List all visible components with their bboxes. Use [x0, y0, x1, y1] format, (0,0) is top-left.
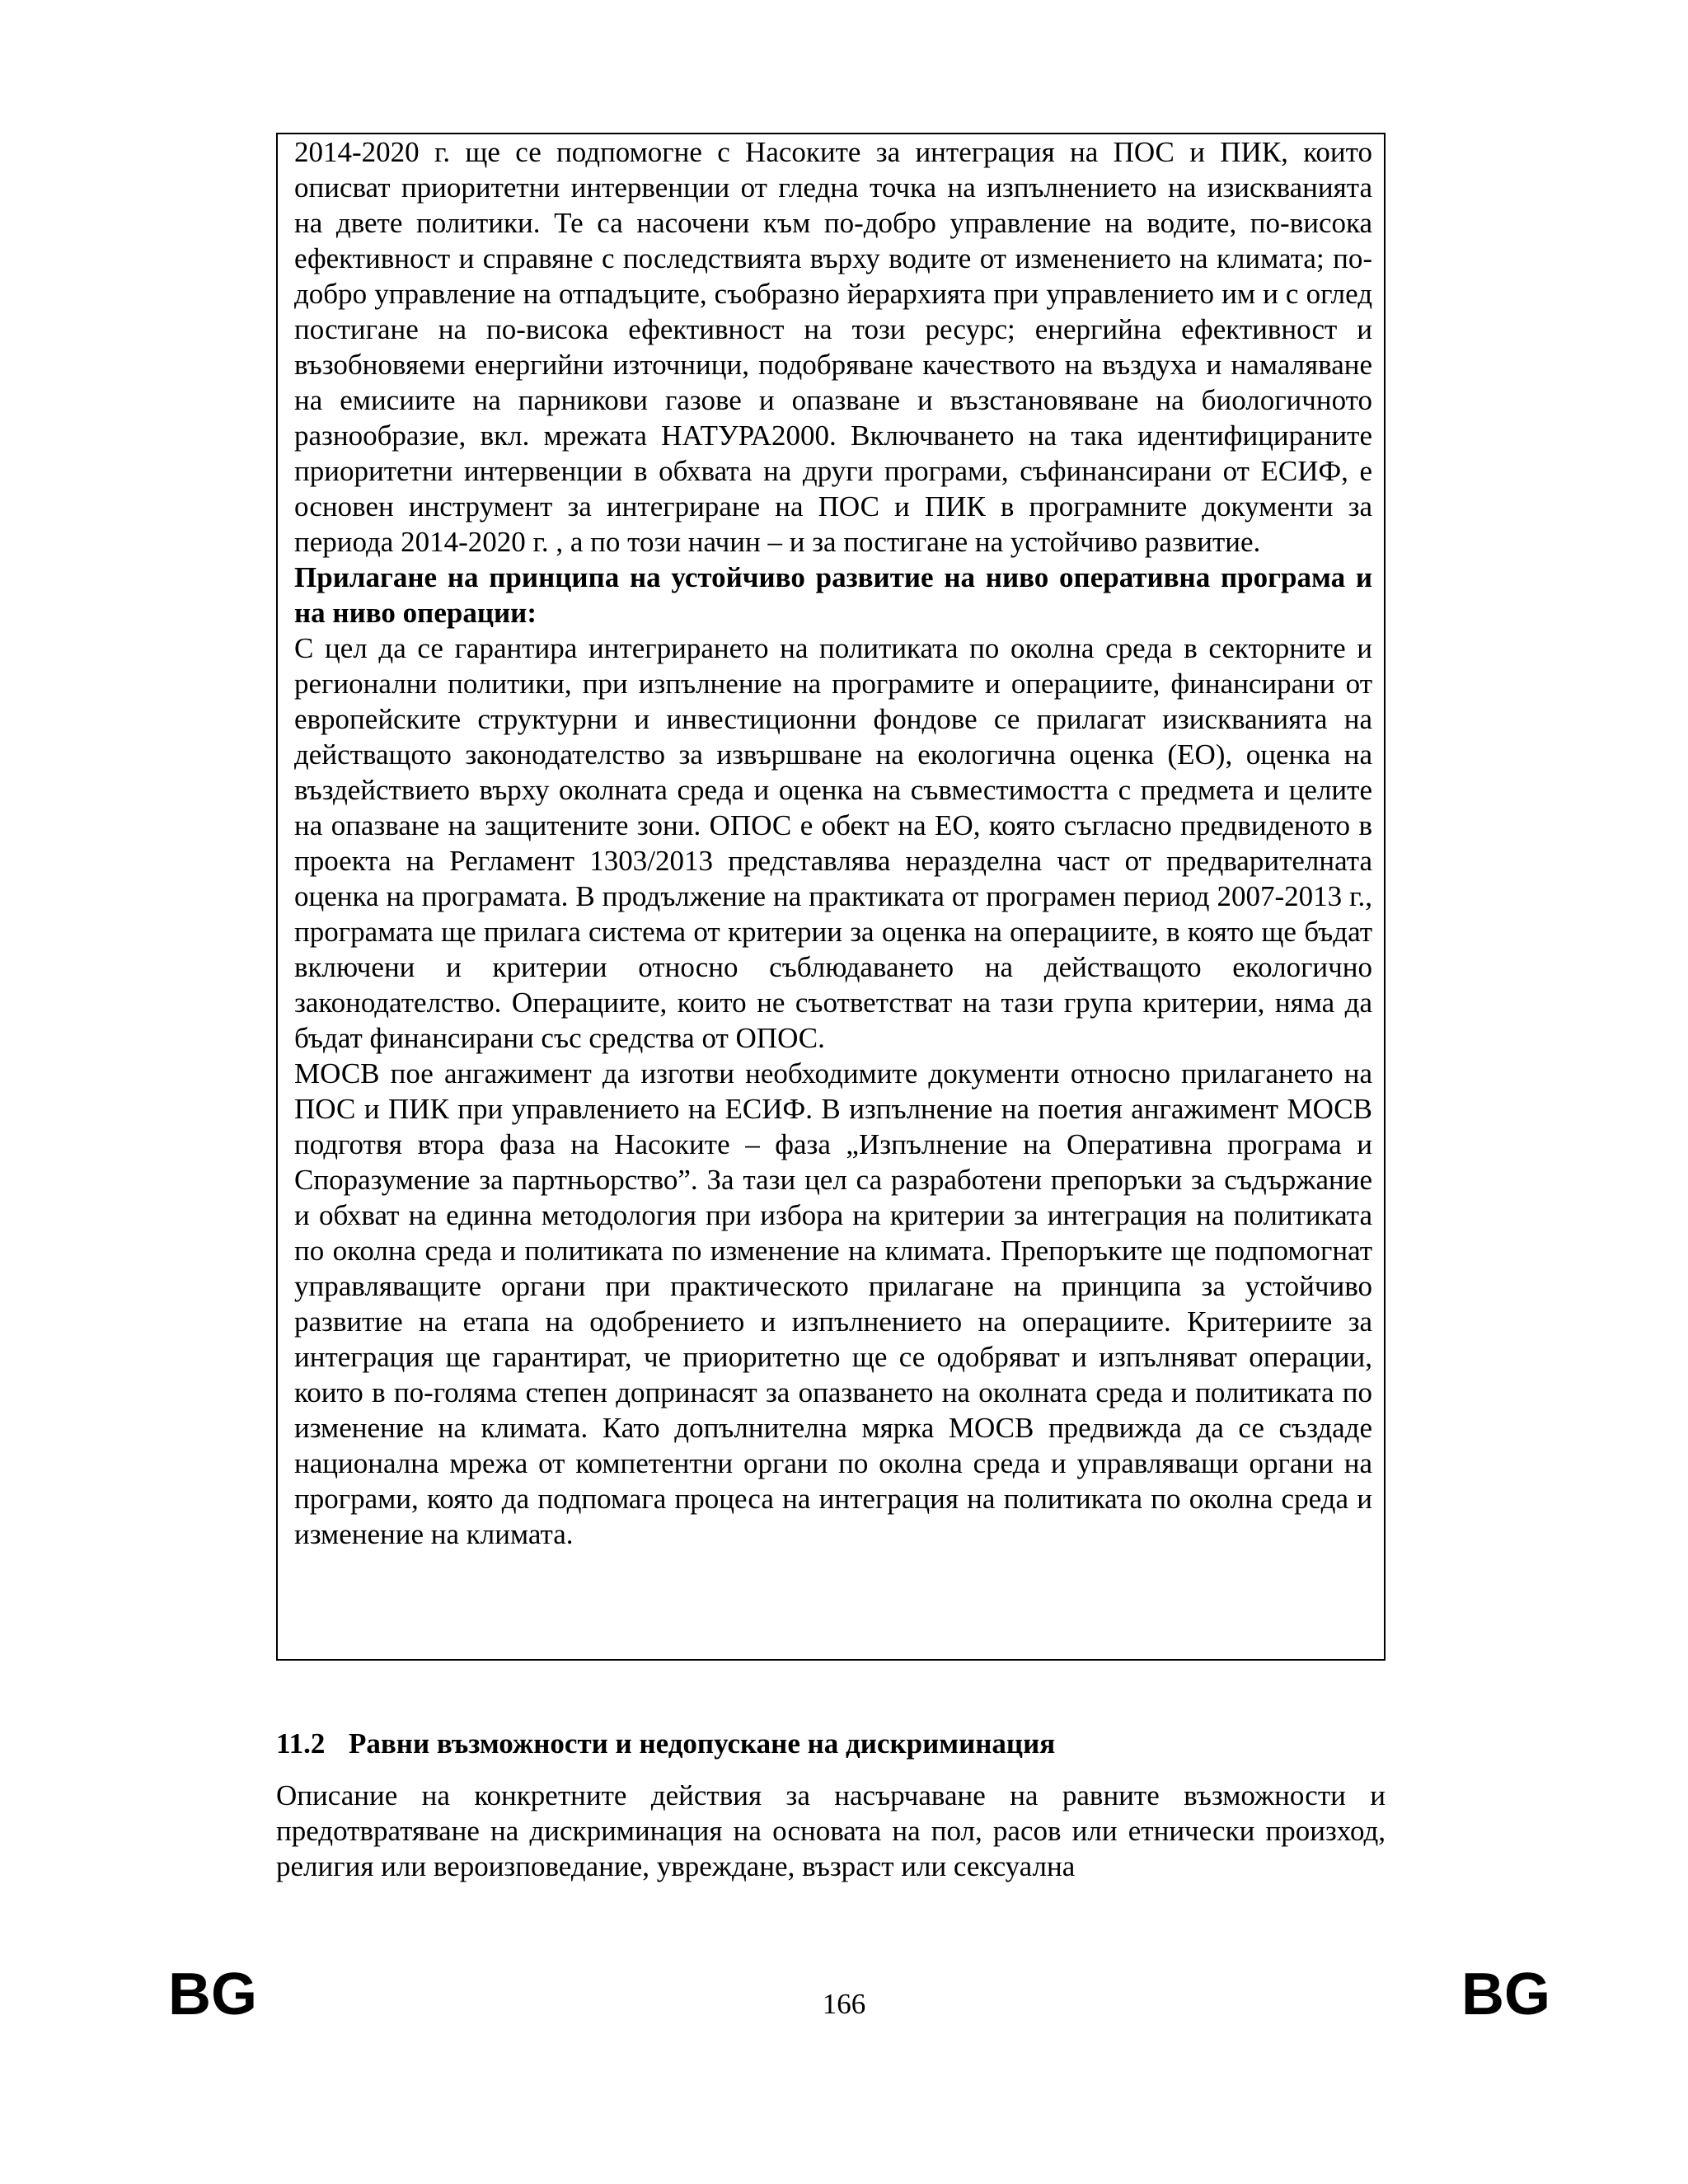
box-paragraph-2: С цел да се гарантира интегрирането на политиката по околна среда в секторните и регионални политики, при изпълнение на програмите и операциите, финансирани от европейските структурни и инвестиционни фондове се прилагат изискванията на действащото законодателство за извършване на екологична оценка (ЕО), оценка на въздействието върху околната среда и оценка на съвместимостта с предмета и целите на опазване на защитените зони. ОПОС е обект на ЕО, която съгласно предвиденото в проекта на Регламент 1303/2013 представлява неразделна част от предварителната оценка на програмата. В продължение на практиката от програмен период 2007-2013 г., програмата ще прилага система от критерии за оценка на операциите, в която ще бъдат включени и критерии относно съблюдаването на действащото екологично законодателство. Операциите, които не съответстват на тази група критерии, няма да бъдат финансирани със средства от ОПОС. [294, 632, 1372, 1054]
box-paragraph-1: 2014-2020 г. ще се подпомогне с Насоките за интеграция на ПОС и ПИК, които описват приоритетни интервенции от гледна точка на изпълнението на изискванията на двете политики. Те са насочени към по-добро управление на водите, по-висока ефективност и справяне с последствията върху водите от изменението на климата; по-добро управление на отпадъците, съобразно йерархията при управлението им и с оглед постигане на по-висока ефективност на този ресурс; енергийна ефективност и възобновяеми енергийни източници, подобряване качеството на въздуха и намаляване на емисиите на парникови газове и опазване и възстановяване на биологичното разнообразие, вкл. мрежата НАТУРА2000. Включването на така идентифицираните приоритетни интервенции в обхвата на други програми, съфинансирани от ЕСИФ, е основен инструмент за интегриране на ПОС и ПИК в програмните документи за периода 2014-2020 г. , а по този начин – и за постигане на устойчиво развитие. [294, 136, 1372, 558]
footer-language-right: BG [1461, 1961, 1550, 2027]
footer-language-left: BG [168, 1961, 257, 2027]
box-heading: Прилагане на принципа на устойчиво развитие на ниво оперативна програма и на ниво операции: [294, 561, 1372, 629]
page-number: 166 [822, 1988, 866, 2020]
body-paragraph: Описание на конкретните действия за насърчаване на равните възможности и предотвратяване на дискриминация на основата на пол, расов или етнически произход, религия или вероизповедание, увреждане, възраст или сексуална [276, 1779, 1386, 1882]
box-paragraph-3: МОСВ пое ангажимент да изготви необходимите документи относно прилагането на ПОС и ПИК при управлението на ЕСИФ. В изпълнение на поетия ангажимент МОСВ подготвя втора фаза на Насоките – фаза „Изпълнение на Оперативна програма и Споразумение за партньорство”. За тази цел са разработени препоръки за съдържание и обхват на единна методология при избора на критерии за интеграция на политиката по околна среда и политиката по изменение на климата. Препоръките ще подпомогнат управляващите органи при практическото прилагане на принципа за устойчиво развитие на етапа на одобрението и изпълнението на операциите. Критериите за интеграция ще гарантират, че приоритетно ще се одобряват и изпълняват операции, които в по-голяма степен допринасят за опазването на околната среда и политиката по изменение на климата. Като допълнителна мярка МОСВ предвижда да се създаде национална мрежа от компетентни органи по околна среда и управляващи органи на програми, която да подпомага процеса на интеграция на политиката по околна среда и изменение на климата. [294, 1057, 1372, 1550]
section-title: Равни възможности и недопускане на дискриминация [349, 1727, 1056, 1760]
section-heading [276, 1726, 1386, 1761]
section-number: 11.2 [276, 1727, 326, 1760]
bordered-text-box [276, 133, 1386, 1661]
